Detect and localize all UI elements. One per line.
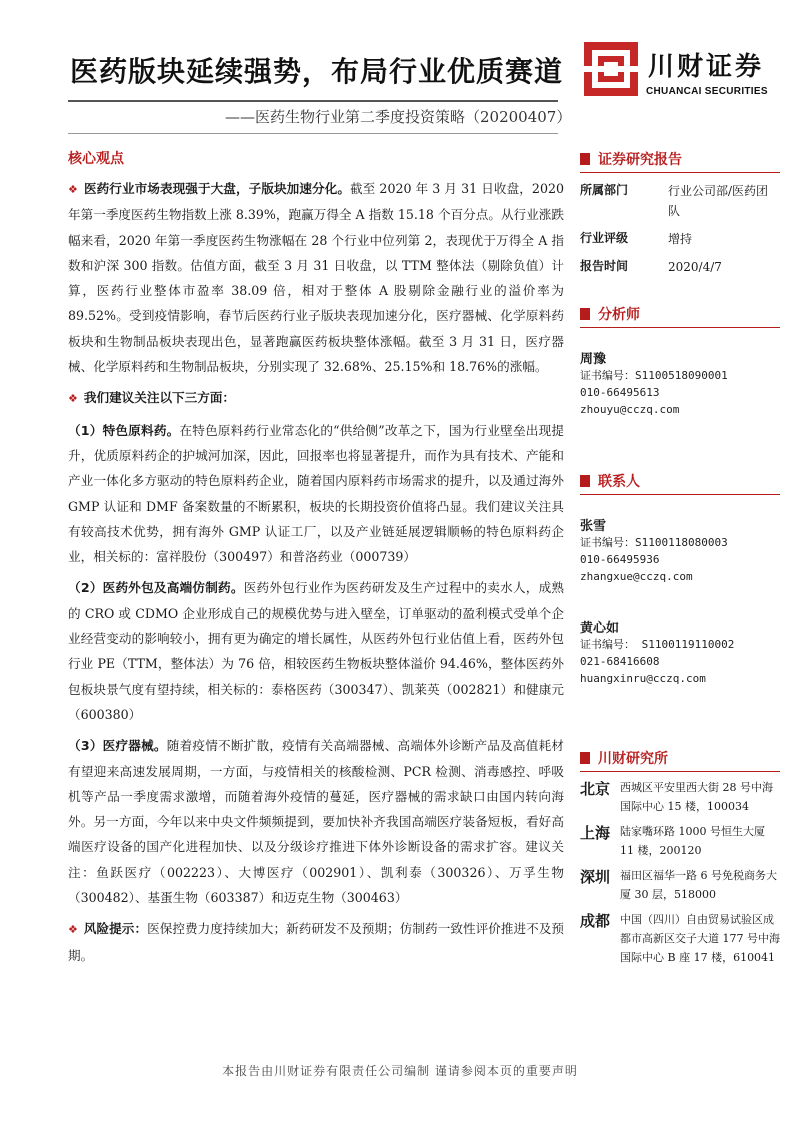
info-department: 所属部门 行业公司部/医药团队 [580, 183, 769, 218]
square-marker-icon [580, 153, 590, 165]
paragraph-lead: 医药行业市场表现强于大盘，子版块加速分化。 [83, 181, 351, 196]
title-divider [68, 100, 558, 102]
contact-cert: 证书编号： S1100119110002 [580, 638, 735, 651]
paragraph-recommendation-intro [68, 385, 564, 411]
contact-cert: 证书编号：S1100118080003 [580, 536, 728, 549]
square-marker-icon [580, 475, 590, 487]
contact-heading: 联系人 [580, 470, 780, 492]
page-subtitle: ——医药生物行业第二季度投资策略（20200407） [225, 108, 572, 126]
square-marker-icon [580, 752, 590, 764]
logo-english-name: CHUANCAI SECURITIES [646, 86, 768, 97]
contact-phone: 021-68416608 [580, 655, 660, 668]
analyst-email[interactable]: zhouyu@cczq.com [580, 403, 680, 416]
sidebar-divider [580, 172, 780, 173]
main-content [68, 148, 564, 974]
analyst-name: 周豫 [580, 352, 607, 367]
paragraph-market-performance [68, 176, 564, 379]
analyst-heading: 分析师 [580, 303, 780, 325]
company-logo [582, 40, 772, 102]
institute-shanghai: 上海 陆家嘴环路 1000 号恒生大厦 11 楼，200120 [580, 824, 765, 857]
institute-beijing: 北京 西城区平安里西大街 28 号中海国际中心 15 楼，100034 [580, 780, 773, 813]
logo-chinese-name: 川财证券 [648, 52, 765, 82]
subtitle-divider [68, 133, 558, 134]
chuancai-logo-icon [582, 40, 640, 98]
info-date: 报告时间 2020/4/7 [580, 259, 722, 274]
diamond-bullet-icon: ❖ [68, 183, 78, 196]
paragraph-body: 在特色原料药行业常态化的“供给侧”改革之下，国为行业壁垒出现提升，优质原料药企的护城河加深，因此，回报率也将显著提升，而作为具有技术、产能和产业一体化多方驱动的特色原料药企业，随着国内原料药市场需求的提升，以及通过海外 GMP 认证和 DMF 备案数量的不断累积，板块的长期投资价值将凸显。我们建议关注具有较高技术优势，拥有海外 GMP 认证工厂，以及产业链延展逻辑顺畅的特色原料药企业，相关标的：富祥股份（300497）和普洛药业（000739） [68, 422, 564, 565]
sidebar-divider [580, 771, 780, 772]
paragraph-lead: 我们建议关注以下三方面： [83, 390, 235, 406]
analyst-cert: 证书编号：S1100518090001 [580, 369, 728, 382]
contact-name: 张雪 [580, 519, 607, 534]
paragraph-devices [68, 733, 564, 910]
page-title: 医药版块延续强势，布局行业优质赛道 [70, 55, 564, 88]
paragraph-cro [68, 575, 564, 727]
paragraph-body: 医保控费力度持续加大；新药研发不及预期；仿制药一致性评价推进不及预期。 [68, 921, 565, 963]
paragraph-risk [68, 916, 564, 968]
page-footer: 本报告由川财证券有限责任公司编制 谨请参阅本页的重要声明 [222, 1064, 578, 1078]
core-views-heading: 核心观点 [68, 151, 124, 167]
sidebar [580, 148, 780, 967]
analyst-phone: 010-66495613 [580, 386, 660, 399]
contact-name: 黄心如 [580, 621, 620, 636]
institute-shenzhen: 深圳 福田区福华一路 6 号免税商务大厦 30 层，518000 [580, 868, 777, 901]
contact-phone: 010-66495936 [580, 553, 660, 566]
diamond-bullet-icon: ❖ [68, 392, 78, 406]
report-heading: 证券研究报告 [580, 148, 780, 170]
paragraph-lead: （1）特色原料药。 [68, 422, 180, 438]
paragraph-body: 医药外包行业作为医药研发及生产过程中的卖水人，成熟的 CRO 或 CDMO 企业形成自己的规模优势与进入壁垒，订单驱动的盈利模式受单个企业经营变动的影响较小，拥有更为确定的增长属性，从医药外包行业估值上看，医药外包行业 PE（TTM，整体法）为 76 倍，相较医药生物板块整体溢价 94.46%，整体医药外包板块景气度有望持续，相关标的：泰格医药（300347）、凯莱英（002821）和健康元（600380） [68, 580, 565, 722]
diamond-bullet-icon: ❖ [68, 923, 78, 937]
paragraph-body: 截至 2020 年 3 月 31 日收盘，2020 年第一季度医药生物指数上涨 8.39%，跑赢万得全 A 指数 15.18 个百分点。从行业涨跌幅来看，2020 年第一季度医药生物涨幅在 28 个行业中位列第 2，表现优于万得全 A 指数和沪深 300 指数。估值方面，截至 3 月 31 日收盘，以 TTM 整体法（剔除负值）计算，医药行业整体市盈率 38.09 倍，相对于整体 A 股剔除金融行业的溢价率为 89.52%。受到疫情影响，春节后医药行业子版块表现加速分化，医疗器械、化学原料药板块和生物制品板块表现出色，显著跑赢医药板块整体涨幅。截至 3 月 31 日，医疗器械、化学原料药和生物制品板块，分别实现了 32.68%、25.15%和 18.76%的涨幅。 [68, 181, 564, 375]
paragraph-lead: 风险提示： [83, 921, 148, 937]
paragraph-lead: （3）医疗器械。 [68, 738, 167, 754]
paragraph-body: 随着疫情不断扩散，疫情有关高端器械、高端体外诊断产品及高值耗材有望迎来高速发展周期，一方面，与疫情相关的核酸检测、PCR 检测、消毒感控、呼吸机等产品一季度需求激增，而随着海外疫情的蔓延，医疗器械的需求缺口由国内转向海外。另一方面，今年以来中央文件频频提到，要加快补齐我国高端医疗装备短板，看好高端医疗设备的国产化进程加快、以及分级诊疗推进下体外诊断设备的需求扩容。建议关注：鱼跃医疗（002223）、大博医疗（002901）、凯利泰（300326）、万孚生物（300482）、基蛋生物（603387）和迈克生物（300463） [68, 738, 565, 906]
institute-chengdu: 成都 中国（四川）自由贸易试验区成都市高新区交子大道 177 号中海国际中心 B 座 17 楼，610041 [580, 912, 780, 964]
paragraph-api [68, 418, 564, 570]
info-rating: 行业评级 增持 [580, 231, 693, 246]
contact-email[interactable]: zhangxue@cczq.com [580, 570, 693, 583]
paragraph-lead: （2）医药外包及高端仿制药。 [68, 580, 244, 596]
contact-email[interactable]: huangxinru@cczq.com [580, 672, 706, 685]
institute-heading: 川财研究所 [580, 747, 780, 769]
square-marker-icon [580, 308, 590, 320]
